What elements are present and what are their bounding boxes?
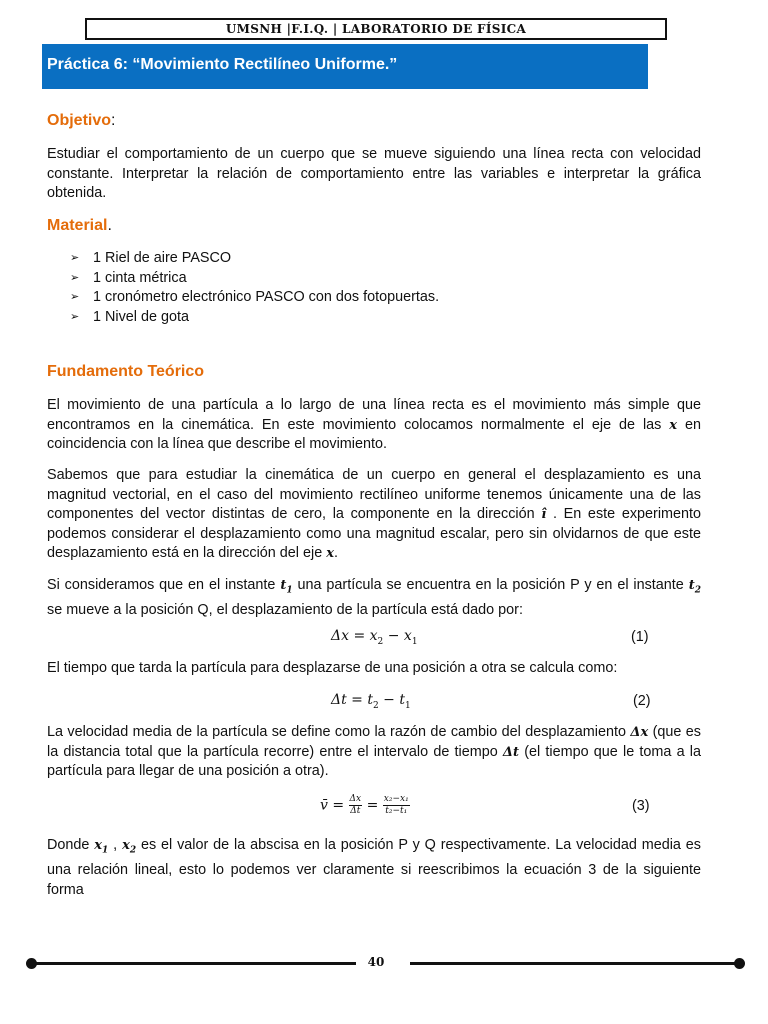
math-var (94, 838, 109, 856)
equation-2-number: (2) (633, 693, 651, 709)
text-run: Sabemos que para estudiar la cinemática de un cuerpo en general el desplazamiento es una magnitud vectorial, en el caso del movimiento rectilíneo uniforme tenemos únicamente una de las componentes del vector distintas de cero, la componente en la dirección (47, 467, 701, 523)
footer-rule-left (32, 962, 356, 965)
math-var: Δt (502, 744, 520, 760)
footer-rule-right (410, 962, 738, 965)
text-run: Donde (47, 837, 95, 853)
eq-part: − t (378, 692, 405, 708)
math-subscript: 2 (129, 845, 137, 856)
text-run: La velocidad media de la partícula se define como la razón de cambio del desplazamiento (47, 724, 631, 740)
list-item (70, 288, 439, 308)
fundamento-paragraph-1 (47, 396, 701, 455)
eq-part: = (366, 797, 379, 814)
arrow-bullet-icon: ➢ (70, 291, 80, 304)
arrow-bullet-icon: ➢ (70, 310, 80, 323)
math-subscript: 2 (694, 585, 701, 596)
material-heading (47, 217, 112, 235)
material-heading-punct: . (107, 217, 112, 234)
objetivo-heading (47, 112, 115, 130)
eq-subscript: 1 (405, 700, 411, 711)
math-var: x (669, 417, 678, 433)
list-item-text: 1 Riel de aire PASCO (93, 250, 232, 266)
text-run: El movimiento de una partícula a lo largo de una línea recta es el movimiento más simple que encontramos en la cinemática. En este movimiento colocamos normalmente el eje de las (47, 397, 701, 433)
arrow-bullet-icon: ➢ (70, 252, 80, 264)
list-item-text: 1 cronómetro electrónico PASCO con dos fotopuertas. (93, 289, 440, 306)
eq-part: v̄ = (320, 797, 345, 814)
fraction-denominator: Δt (350, 806, 361, 816)
list-item-text: 1 Nivel de gota (93, 308, 189, 325)
page-number: 40 (367, 955, 385, 969)
text-run: . En este experimento podemos considerar el desplazamiento como una magnitud escalar, pero sin olvidarnos de que este desplazamiento está en la dirección del eje (47, 506, 702, 562)
text-run: (que es la distancia total que la partícula recorre) entre el intervalo de tiempo (47, 724, 702, 760)
equation-1 (331, 628, 418, 647)
fraction (349, 794, 363, 817)
math-subscript: 1 (102, 845, 109, 856)
math-var-base: t (688, 578, 695, 593)
fundamento-paragraph-3 (47, 576, 701, 621)
math-var (688, 578, 701, 596)
eq-subscript: 1 (411, 636, 418, 647)
text-run: . (333, 545, 338, 562)
text-run: se mueve a la posición Q, el desplazamiento de la partícula está dado por: (47, 602, 523, 619)
eq-part: Δx = x (331, 628, 378, 644)
text-run: (el tiempo que le toma a la partícula para llegar de una posición a otra). (47, 743, 701, 780)
list-item (70, 249, 439, 269)
fraction (383, 794, 410, 817)
fundamento-paragraph-6 (47, 836, 701, 900)
fundamento-paragraph-2 (47, 466, 701, 564)
equation-3 (320, 794, 410, 817)
eq-subscript: 2 (373, 700, 379, 711)
objetivo-text: Estudiar el comportamiento de un cuerpo que se mueve siguiendo una línea recta con velocidad constante. Interpretar la relación de comportamiento entre las variables e interpretar la gráfica obtenida. (47, 146, 701, 202)
math-var: x (326, 546, 334, 562)
eq-subscript: 2 (377, 636, 384, 647)
footer-dot-right (734, 958, 745, 969)
equation-3-number: (3) (632, 798, 650, 814)
fraction-numerator: x₂−x₁ (383, 794, 409, 804)
fraction-numerator: Δx (349, 794, 362, 804)
eq-part: − x (383, 628, 412, 644)
fundamento-paragraph-5 (47, 723, 701, 782)
arrow-bullet-icon: ➢ (70, 271, 80, 284)
fundamento-heading: Fundamento Teórico (47, 363, 205, 380)
math-var-base: x (122, 838, 130, 853)
equation-1-number: (1) (631, 629, 649, 645)
math-subscript: 1 (286, 585, 293, 596)
list-item (70, 269, 439, 289)
eq-part: Δt = t (331, 692, 373, 708)
text-run: una partícula se encuentra en la posición P y en el instante (292, 577, 689, 593)
text-run: Si consideramos que en el instante (47, 577, 281, 593)
list-item (70, 308, 439, 328)
text-run: es el valor de la abscisa en la posición P y Q respectivamente. La velocidad media es una relación lineal, esto lo podemos ver claramente si reescribimos la ecuación 3 de la siguiente forma (47, 837, 702, 898)
math-var (122, 838, 137, 856)
math-var: î (541, 507, 547, 523)
math-var-base: t (280, 578, 287, 593)
list-item-text: 1 cinta métrica (93, 269, 187, 286)
fraction-denominator: t₂−t₁ (385, 806, 408, 816)
material-heading-text: Material (47, 217, 108, 234)
fundamento-paragraph-4: El tiempo que tarda la partícula para desplazarse de una posición a otra se calcula como: (47, 660, 618, 676)
text-run: , (108, 837, 123, 853)
practice-title: Práctica 6: “Movimiento Rectilíneo Uniforme.” (42, 44, 648, 89)
running-header: UMSNH |F.I.Q. | LABORATORIO DE FÍSICA (85, 18, 667, 40)
objetivo-heading-punct: : (111, 112, 116, 129)
equation-2 (331, 692, 411, 711)
material-list (70, 249, 439, 327)
math-var: Δx (630, 725, 649, 740)
text-run: en coincidencia con la línea que describe el movimiento. (47, 416, 701, 453)
objetivo-heading-text: Objetivo (47, 112, 112, 129)
math-var (280, 578, 293, 596)
math-var-base: x (94, 838, 103, 853)
